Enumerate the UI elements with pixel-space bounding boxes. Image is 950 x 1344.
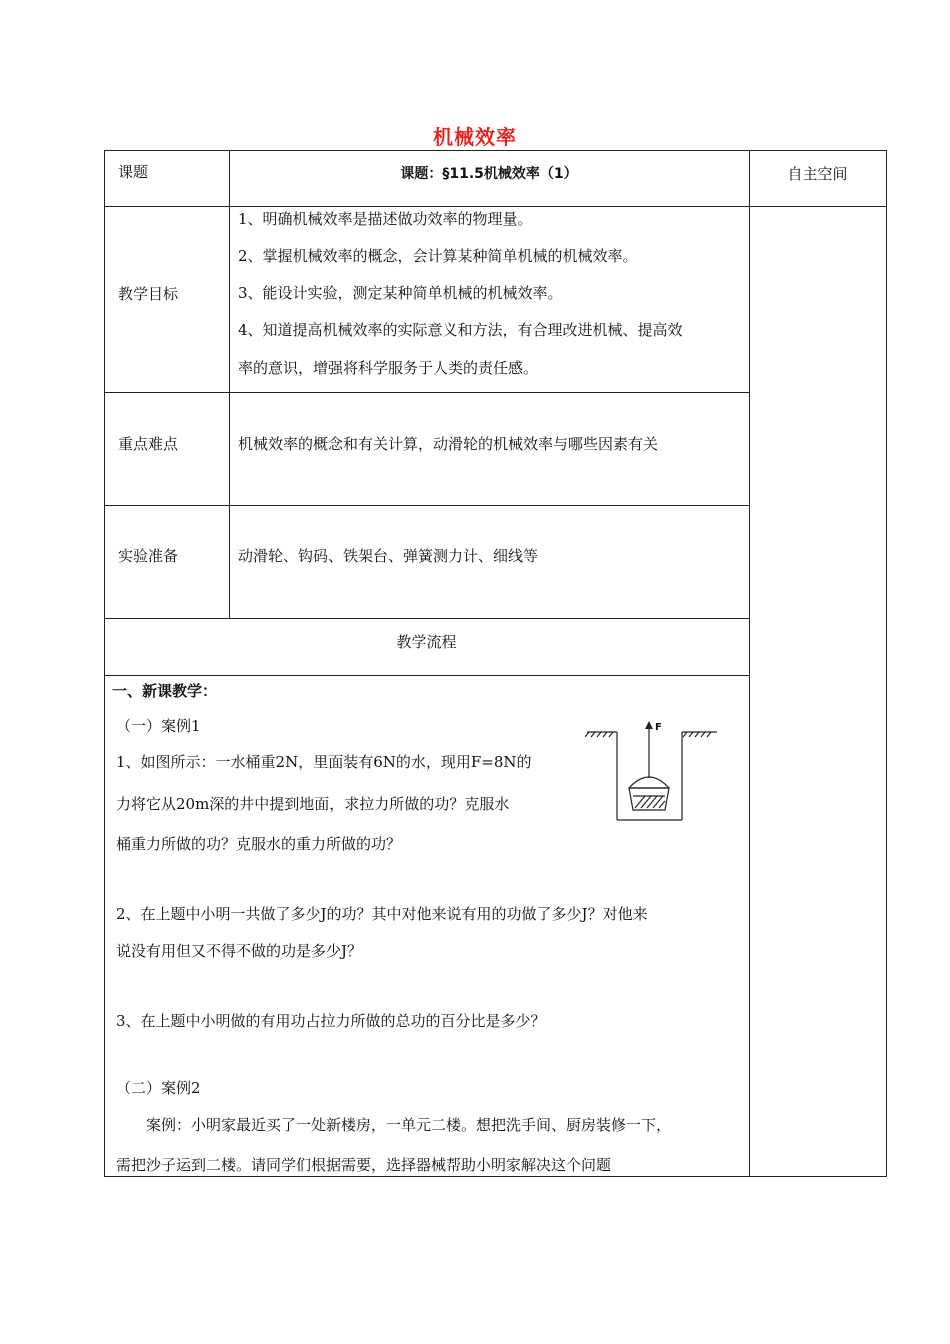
case2-title: （二）案例2: [116, 1079, 201, 1097]
question-line: 1、如图所示：一水桶重2N，里面装有6N的水，现用F=8N的: [116, 753, 532, 771]
question-line: 力将它从20m深的井中提到地面，求拉力所做的功？克服水: [116, 795, 510, 813]
question-line: 说没有用但又不得不做的功是多少J？: [116, 942, 363, 960]
force-label: F: [655, 722, 662, 733]
experiment-label: 实验准备: [118, 547, 179, 565]
header-topic-label: 课题: [118, 163, 149, 181]
objectives-label: 教学目标: [118, 285, 179, 303]
objective-line: 4、知道提高机械效率的实际意义和方法，有合理改进机械、提高效: [238, 321, 683, 339]
case2-text-line: 案例：小明家最近买了一处新楼房，一单元二楼。想把洗手间、厨房装修一下，: [146, 1116, 672, 1134]
objective-line: 1、明确机械效率是描述做功效率的物理量。: [238, 210, 533, 228]
question-line: 2、在上题中小明一共做了多少J的功？其中对他来说有用的功做了多少J？对他来: [116, 905, 648, 923]
case1-title: （一）案例1: [116, 717, 201, 735]
key-points-label: 重点难点: [118, 435, 179, 453]
case2-text-line: 需把沙子运到二楼。请同学们根据需要，选择器械帮助小明家解决这个问题: [116, 1156, 612, 1174]
section-new-lesson: 一、新课教学：: [112, 682, 218, 700]
experiment-text: 动滑轮、钩码、铁架台、弹簧测力计、细线等: [238, 547, 539, 565]
header-lesson-title: 课题：§11.5机械效率（1）: [400, 166, 578, 182]
objective-line: 率的意识，增强将科学服务于人类的责任感。: [238, 359, 539, 377]
objective-line: 3、能设计实验，测定某种简单机械的机械效率。: [238, 284, 563, 302]
question-line: 3、在上题中小明做的有用功占拉力所做的总功的百分比是多少？: [116, 1012, 546, 1030]
objective-line: 2、掌握机械效率的概念，会计算某种简单机械的机械效率。: [238, 247, 638, 265]
question-line: 桶重力所做的功？克服水的重力所做的功？: [116, 835, 402, 853]
document-title: 机械效率: [433, 125, 517, 149]
header-self-study-space: 自主空间: [787, 165, 848, 183]
key-points-text: 机械效率的概念和有关计算，动滑轮的机械效率与哪些因素有关: [238, 435, 659, 453]
well-bucket-figure: [585, 720, 725, 830]
teaching-flow-label: 教学流程: [396, 633, 457, 651]
